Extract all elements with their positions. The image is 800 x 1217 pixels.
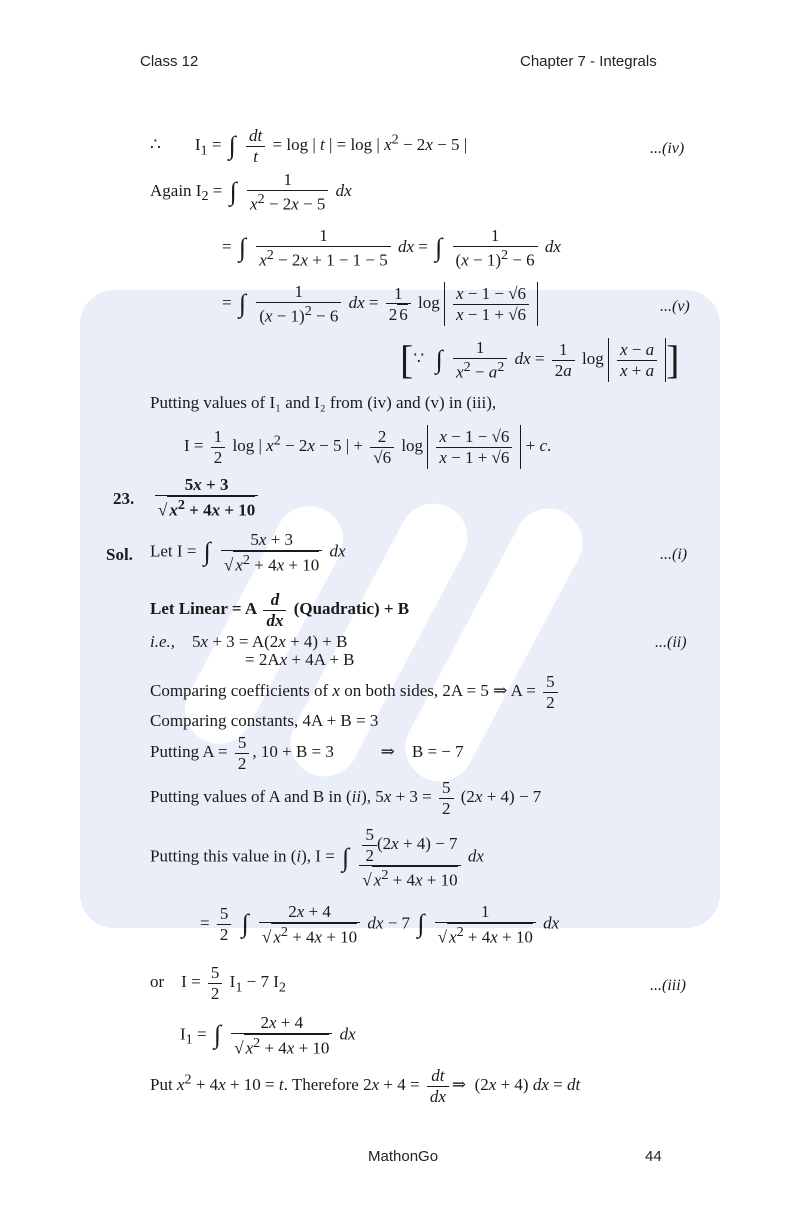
equation-line: Putting this value in (i), I = ∫ $\frac{5}{2}$ (2x + 4) − 7 √ $x^2 + 4x + 10$ dx	[150, 825, 484, 890]
equation-line: Let I = ∫ $\frac{5x + 3}{√ x^2 + 4x + 10}$ dx	[150, 530, 346, 575]
equation-line: = ∫ $\frac{1}{(x - 1)^2 - 6}$ dx = $\frac{1}{2 6}$ log $\frac{x - 1 - √6}{x - 1 + √6}$	[222, 282, 538, 326]
equation-line: I = $\frac{1}{2}$ log | $x^2 - 2x - 5$ | + $\frac{2}{√6}$ log $\frac{x - 1 - √6}{x - 1 + √6}$ + c.	[184, 425, 551, 469]
header-chapter: Chapter 7 - Integrals	[520, 53, 657, 70]
equation-tag: ...(iv)	[650, 140, 685, 157]
equation-tag: ...(i)	[660, 546, 688, 563]
equation-line: Let Linear = A $\frac{d}{dx}$ (Quadratic) + B	[150, 590, 410, 630]
question-number: 23.	[113, 489, 135, 508]
formula-hint: [∵ ∫ $\frac{1}{x^2 - a^2}$ dx = $\frac{1}{2a}$ log $\frac{x - a}{x + a}$ ]	[400, 337, 680, 383]
header-class: Class 12	[140, 53, 199, 70]
text-line: Putting values of I₁ and I₂ from (iv) and (v) in (iii),	[150, 393, 497, 412]
question-expression: $\frac{5x + 3}{√ x^2 + 4x + 10}$	[152, 475, 261, 520]
equation-tag: ...(v)	[660, 298, 690, 315]
equation-line: i.e., 5x + 3 = A(2x + 4) + B	[150, 632, 348, 651]
equation-line: Comparing coefficients of x on both sides, 2A = 5 ⇒ A = $\frac{5}{2}$	[150, 672, 561, 712]
equation-line: Putting A = $\frac{5}{2}$ , 10 + B = 3 ⇒ B = − 7	[150, 733, 464, 773]
equation-line: = 2Ax + 4A + B	[245, 650, 355, 669]
footer-brand: MathonGo	[368, 1148, 439, 1165]
equation-line: = ∫ $\frac{1}{x^2 - 2x + 1 - 1 - 5}$ dx = ∫ $\frac{1}{(x - 1)^2 - 6}$ dx	[222, 226, 561, 270]
equation-line: Put $x^2 + 4x + 10 = t$. Therefore 2x + 4 = $\frac{dt}{dx}$ ⇒ (2x + 4) dx = dt	[150, 1066, 581, 1106]
page-number: 44	[645, 1148, 662, 1165]
equation-tag: ...(ii)	[655, 634, 687, 651]
equation-line: Again $I_2$ = ∫ $\frac{1}{x^2 - 2x - 5}$ dx	[150, 170, 352, 214]
equation-line: = $\frac{5}{2}$ ∫ $\frac{2x + 4}{√ x^2 + 4x + 10}$ dx − 7 ∫ $\frac{1}{√ x^2 + 4x + 10}$ dx	[200, 902, 560, 947]
equation-line: ∴ $I_1$ = ∫ $\frac{dt}{t}$ = log | t | = log | $x^2 - 2x - 5$ |	[150, 126, 468, 166]
equation-line: $I_1$ = ∫ $\frac{2x + 4}{√ x^2 + 4x + 10}$ dx	[180, 1013, 356, 1058]
equation-line: or I = $\frac{5}{2}$ $I_1 - 7$ $I_2$	[150, 963, 286, 1003]
text-line: Comparing constants, 4A + B = 3	[150, 711, 379, 730]
equation-tag: ...(iii)	[650, 977, 686, 994]
equation-line: Putting values of A and B in (ii), 5x + 3 = $\frac{5}{2}$ (2x + 4) − 7	[150, 778, 542, 818]
solution-label: Sol.	[106, 545, 133, 564]
